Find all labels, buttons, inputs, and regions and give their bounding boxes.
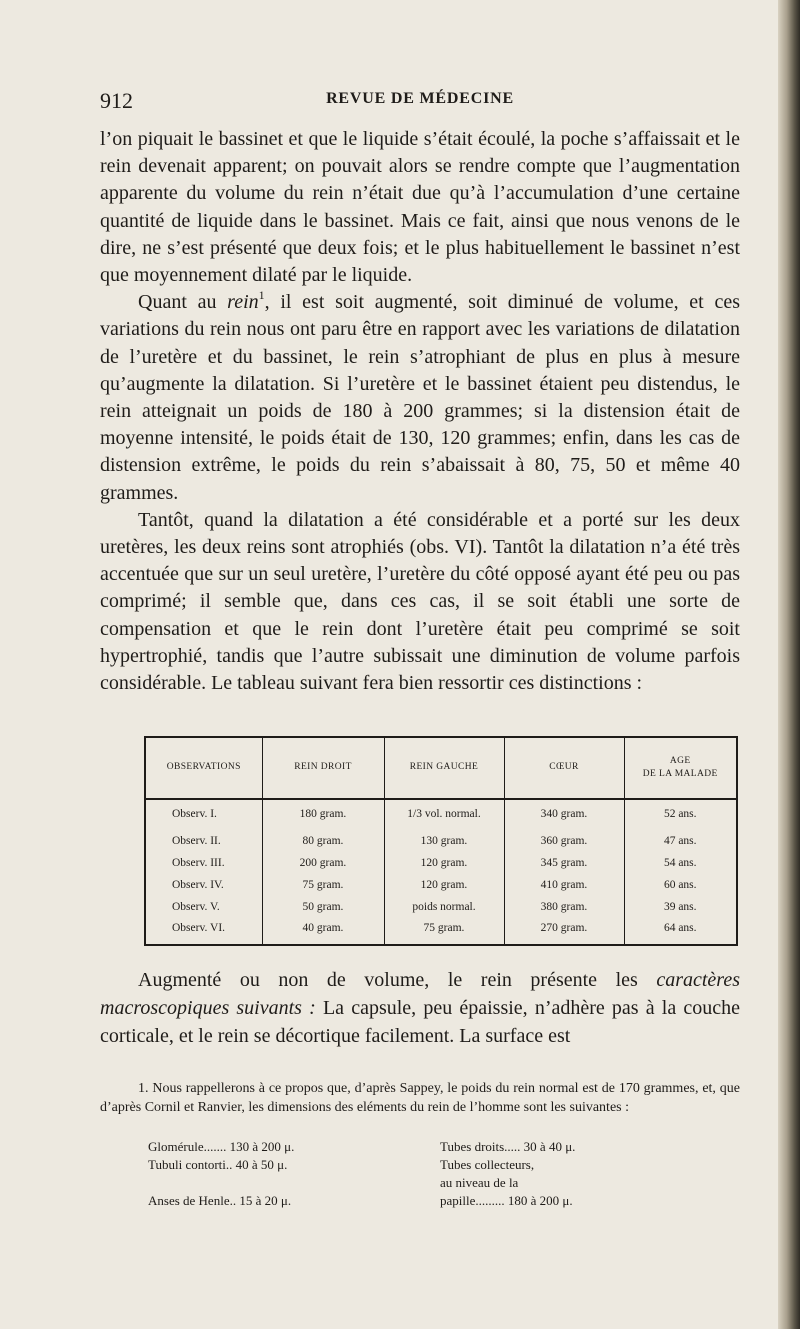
footnote-dimensions-list: [148, 1138, 728, 1228]
cell-rein-droit: 40 gram.: [262, 922, 384, 944]
paragraph-4-italic: caractères macroscopiques suivants :: [100, 969, 740, 1019]
header-observations: OBSERVATIONS: [146, 738, 262, 799]
cell-rein-droit: 180 gram.: [262, 799, 384, 835]
cell-observation: Observ. VI.: [146, 922, 262, 944]
table-row: [146, 922, 736, 944]
footnote-glomerule: Glomérule....... 130 à 200 μ.: [148, 1139, 295, 1154]
cell-age: 47 ans.: [663, 835, 697, 848]
cell-observation: Observ. IV.: [146, 879, 262, 901]
cell-rein-gauche: 75 gram.: [384, 922, 504, 944]
header-rein-gauche: REIN GAUCHE: [384, 738, 504, 799]
cell-age: 64 ans.: [663, 922, 697, 935]
cell-coeur: 340 gram.: [504, 799, 624, 835]
header-coeur: CŒUR: [504, 738, 624, 799]
page-header: [100, 88, 740, 118]
table-row: [146, 835, 736, 857]
table-header-row: [146, 738, 736, 799]
footnote-tubuli: Tubuli contorti.. 40 à 50 μ.: [148, 1157, 288, 1172]
cell-rein-gauche: 130 gram.: [384, 835, 504, 857]
cell-age: 54 ans.: [663, 857, 697, 869]
page-number: 912: [100, 88, 133, 113]
cell-coeur: 345 gram.: [504, 857, 624, 879]
table-row: [146, 879, 736, 901]
footnote-marker: 1: [258, 288, 265, 303]
footnote-text: 1. Nous rappellerons à ce propos que, d’après Sappey, le poids du rein normal est de 170 grammes, et, que d’après Cornil et Ranvier, les dimensions des eléments du rein de l’homme sont les suivantes :: [100, 1081, 740, 1115]
paragraph-2-rest: , il est soit augmenté, soit diminué de volume, et ces variations du rein nous ont paru être en rapport avec les variations de dilatation de l’uretère et du bassinet, le rein s’atrophiant de plus en plus à mesure qu’augmente la dilatation. Si l’uretère et le bassinet étaient peu distendus, le rein atteignait un poids de 180 à 200 grammes; si la distension était de moyenne intensité, le poids était de 130, 120 grammes; enfin, dans les cas de distension extrême, le poids du rein s’abaissait à 80, 75, 50 et même 40 grammes.: [100, 291, 740, 504]
cell-coeur: 380 gram.: [504, 901, 624, 923]
cell-observation: Observ. I.: [146, 799, 262, 835]
cell-rein-gauche: 120 gram.: [384, 857, 504, 879]
paragraph-1: l’on piquait le bassinet et que le liquide s’était écoulé, la poche s’affaissait et le rein devenait apparent; on pouvait alors se rendre compte que l’augmentation apparente du volume du rein n’était due qu’à l’accumulation d’une certaine quantité de liquide dans le bassinet. Mais ce fait, ainsi que nous venons de le dire, ne s’est présenté que deux fois; et le plus habituellement le bassinet n’est que moyennement dilaté par le liquide.: [100, 128, 740, 287]
paragraph-2: [100, 289, 740, 507]
cell-coeur: 270 gram.: [504, 922, 624, 944]
paragraph-3: Tantôt, quand la dilatation a été considérable et a porté sur les deux uretères, les deux reins sont atrophiés (obs. VI). Tantôt la dilatation n’a été très accentuée que sur un seul uretère, l’uretère du côté opposé ayant été peu ou pas comprimé; il semble que, dans ces cas, il se soit établi une sorte de compensation et que le rein dont l’uretère était peu comprimé se soit hypertrophié, tandis que l’autre subissait une diminution de volume parfois considérable. Le tableau suivant fera bien ressortir ces distinctions :: [100, 508, 740, 695]
header-age-line-1: AGE: [669, 755, 691, 766]
cell-coeur: 410 gram.: [504, 879, 624, 901]
header-age-line-2: DE LA MALADE: [642, 769, 718, 779]
footnote-tubes-droits: Tubes droits..... 30 à 40 μ.: [440, 1139, 576, 1154]
kidney-weight-table: [144, 736, 738, 946]
cell-rein-gauche: poids normal.: [384, 901, 504, 923]
cell-rein-gauche: 120 gram.: [384, 879, 504, 901]
paragraph-4-rest: La capsule, peu épaissie, n’adhère pas à la couche corticale, et le rein se décortique facilement. La surface est: [100, 997, 740, 1047]
paragraph-4: [100, 966, 740, 1050]
body-text: [100, 126, 740, 697]
cell-observation: Observ. II.: [146, 835, 262, 857]
footnote-tubes-niveau: au niveau de la: [440, 1175, 519, 1190]
body-text-continued: [100, 966, 740, 1050]
footnote: [100, 1079, 740, 1117]
running-title: REVUE DE MÉDECINE: [326, 90, 514, 107]
header-age: [624, 738, 736, 799]
cell-age: 52 ans.: [663, 808, 697, 820]
paragraph-4-lead: Augmenté ou non de volume, le rein présente les: [138, 969, 657, 991]
cell-rein-droit: 75 gram.: [262, 879, 384, 901]
cell-rein-droit: 50 gram.: [262, 901, 384, 923]
page-edge-shadow: [778, 0, 800, 1329]
header-rein-droit: REIN DROIT: [262, 738, 384, 799]
cell-age: 39 ans.: [663, 900, 697, 913]
cell-age: 60 ans.: [663, 878, 697, 891]
cell-observation: Observ. III.: [146, 857, 262, 879]
paragraph-2-lead: Quant au: [138, 291, 228, 314]
table-row: [146, 799, 736, 835]
footnote-anses: Anses de Henle.. 15 à 20 μ.: [148, 1193, 292, 1208]
cell-rein-droit: 80 gram.: [262, 835, 384, 857]
cell-rein-gauche: 1/3 vol. normal.: [384, 799, 504, 835]
paragraph-2-italic: rein: [227, 291, 259, 314]
cell-observation: Observ. V.: [146, 901, 262, 923]
table-row: [146, 901, 736, 923]
cell-coeur: 360 gram.: [504, 835, 624, 857]
footnote-tubes-collecteurs: Tubes collecteurs,: [440, 1157, 535, 1172]
table-row: [146, 857, 736, 879]
cell-rein-droit: 200 gram.: [262, 857, 384, 879]
footnote-tubes-papille: papille......... 180 à 200 μ.: [440, 1193, 573, 1208]
